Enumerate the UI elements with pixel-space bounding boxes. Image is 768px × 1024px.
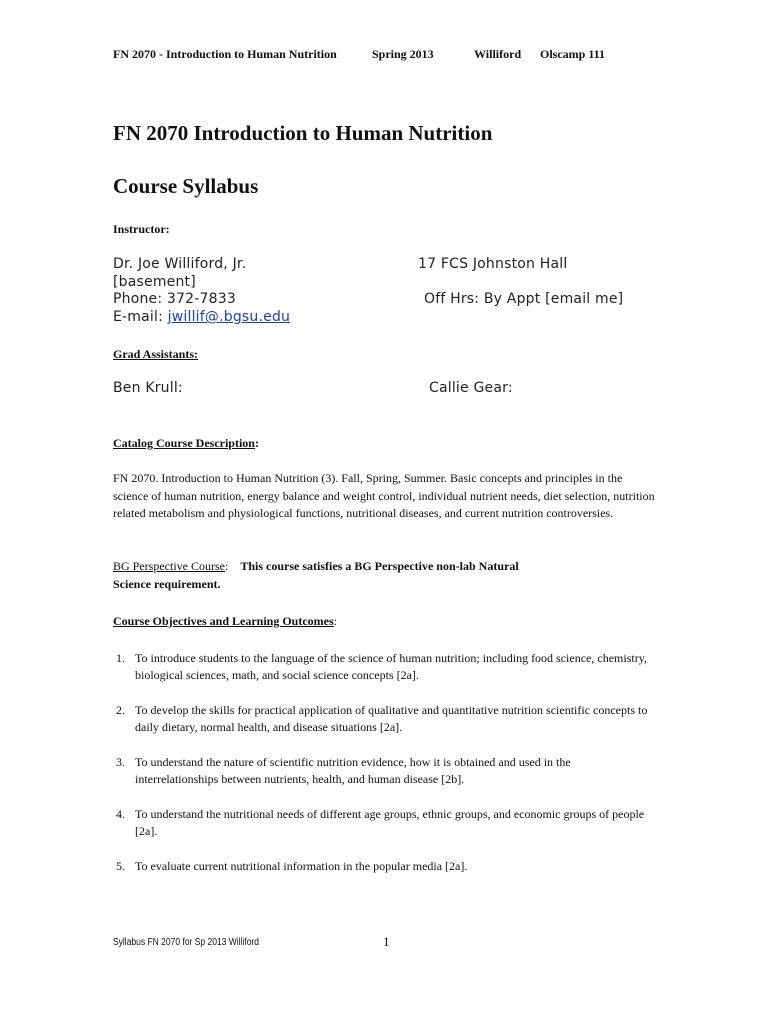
page-subtitle: Course Syllabus [113, 174, 259, 198]
list-item [113, 702, 653, 736]
objective-text: To understand the nature of scientific nutrition evidence, how it is obtained and used in the interrelationships between nutrients, health, and human disease [2b]. [135, 755, 571, 786]
list-item [113, 754, 653, 788]
instructor-name: Dr. Joe Williford, Jr. [113, 256, 247, 272]
objectives-label: Course Objectives and Learning Outcomes [113, 614, 334, 628]
objective-text: To introduce students to the language of the science of human nutrition; including food science, chemistry, biological sciences, math, and social science concepts [2a]. [135, 651, 647, 682]
objective-text: To understand the nutritional needs of different age groups, ethnic groups, and economic groups of people [2a]. [135, 807, 645, 838]
objective-number: 1. [116, 651, 125, 665]
page-number: 1 [383, 934, 390, 949]
bg-perspective-label-suffix: : [224, 559, 229, 573]
objective-number: 2. [116, 703, 125, 717]
catalog-label: Catalog Course Description [113, 436, 255, 450]
list-item [113, 650, 653, 684]
instructor-label: Instructor: [113, 222, 170, 236]
bg-perspective-label: BG Perspective Course [113, 559, 225, 573]
catalog-description: FN 2070. Introduction to Human Nutrition (3). Fall, Spring, Summer. Basic concepts and principles in the science of human nutrition, energy balance and weight control, individual nutrient needs, diet selection, nutrition related metabolism and physiological functions, nutritional diseases, and current nutrition controversies. [113, 471, 655, 520]
header-course: FN 2070 - Introduction to Human Nutrition [113, 47, 337, 61]
list-item [113, 858, 653, 875]
objectives-label-suffix: : [333, 614, 337, 628]
header-room: Olscamp 111 [540, 47, 606, 61]
objective-number: 3. [116, 755, 125, 769]
instructor-email-link[interactable]: jwillif@.bgsu.edu [167, 309, 291, 325]
bg-perspective-block [113, 558, 553, 593]
grad-assistant-1: Ben Krull: [113, 380, 183, 396]
instructor-office: 17 FCS Johnston Hall [418, 256, 568, 272]
header-term: Spring 2013 [372, 47, 434, 61]
bg-perspective-text: This course satisfies a BG Perspective non-lab Natural Science requirement. [113, 559, 519, 591]
objective-number: 4. [116, 807, 125, 821]
catalog-label-line [113, 436, 259, 451]
instructor-hours: Off Hrs: By Appt [email me] [424, 291, 624, 307]
objective-number: 5. [116, 859, 125, 873]
header-instructor: Williford [474, 47, 522, 61]
objective-text: To develop the skills for practical application of qualitative and quantitative nutrition scientific concepts to daily dietary, normal health, and disease situations [2a]. [135, 703, 648, 734]
objectives-list [113, 650, 653, 893]
list-item [113, 806, 653, 840]
grad-assistant-2: Callie Gear: [429, 380, 513, 396]
catalog-label-suffix: : [254, 436, 259, 450]
instructor-office-cont: [basement] [113, 274, 196, 290]
page-title: FN 2070 Introduction to Human Nutrition [113, 121, 493, 145]
instructor-email-line [113, 309, 290, 325]
objectives-label-line [113, 614, 337, 629]
objective-text: To evaluate current nutritional information in the popular media [2a]. [135, 859, 468, 873]
grad-assistants-label: Grad Assistants: [113, 347, 199, 361]
instructor-phone: Phone: 372-7833 [113, 291, 236, 307]
email-label: E-mail: [113, 309, 168, 325]
footer-text: Syllabus FN 2070 for Sp 2013 Williford [113, 937, 259, 948]
